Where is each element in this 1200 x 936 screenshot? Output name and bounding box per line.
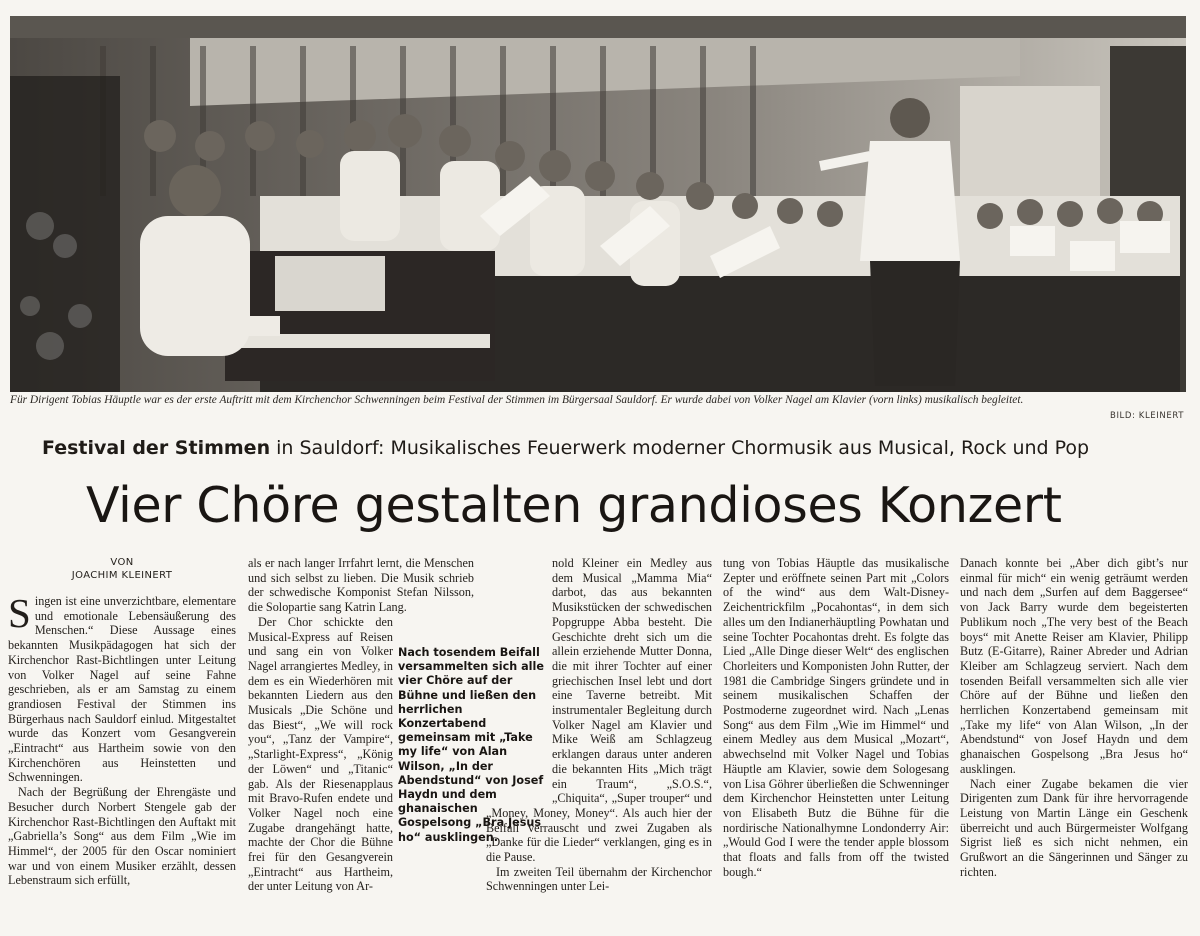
headline: Vier Chöre gestalten grandioses Konzert — [86, 477, 1062, 534]
paragraph — [8, 590, 236, 785]
pull-quote: Nach tosendem Beifall versammelten sich alle vier Chöre auf der Bühne und ließen den herrlichen Konzertabend gemeinsam mit „Take my life“ von Alan Wilson, „In der Abendstund“ von Josef Haydn und dem ghanaischen Gospelsong „Bra Jesus ho“ ausklingen. — [398, 646, 546, 845]
paragraph: Danach konnte bei „Aber dich gibt’s nur einmal für mich“ ein wenig geträumt werden und nach dem „Surfen auf dem Baggersee“ von Jack Barry wurde dem begeisterten Publikum noch „The very best of the Beach boys“ mit Anette Reiser am Klavier, Philipp Butz (E-Gitarre), Rainer Abreder und Adrian Kleiber am Schlagzeug serviert. Nach dem tosenden Beifall versammelten sich alle vier Chöre auf der Bühne und ließen den herrlichen Konzertabend gemeinsam mit „Take my life“ von Alan Wilson, „In der Abendstund“ von Josef Haydn und dem ghanaischen Gospelsong „Bra Jesus ho“ ausklingen. — [960, 556, 1188, 776]
article-column-5 — [960, 556, 1188, 930]
byline-von: VON — [110, 557, 134, 568]
byline-author: JOACHIM KLEINERT — [71, 570, 173, 581]
kicker-bold: Festival der Stimmen — [42, 437, 271, 459]
byline — [8, 556, 236, 582]
paragraph: Im zweiten Teil übernahm der Kirchenchor Schwenningen unter Lei- — [486, 864, 712, 894]
paragraph: Der Chor schickte den Musical-Express auf Reisen und sang ein von Volker Nagel arrangiertes Medley, in dem es ein Wiederhören mit bekannten Liedern aus den Musicals „Die Schöne und das Biest“, „We will rock you“, „Tanz der Vampire“, „Starlight-Express“, „König der Löwen“ und „Titanic“ gab. Als der Riesenapplaus mit Bravo-Rufen endete und Volker Nagel noch eine Zugabe drangehängt hatte, machte der Chor die Bühne frei für den Gesangverein „Eintracht“ aus Hartheim, der unter Leitung von Ar- — [248, 614, 393, 894]
drop-cap: S — [8, 590, 31, 636]
article-column-4 — [723, 556, 949, 930]
paragraph: tung von Tobias Häuptle das musikalische Zepter und eröffnete seinen Part mit „Colors of the wind“ aus dem Walt-Disney-Zeichentrickfilm „Pocahontas“, in dem sich alles um den Indianerhäuptling Powhatan und seine Tochter Pocahontas dreht. Es folgte das Lied „Alle Dinge dieser Welt“ des englischen Chorleiters und Komponisten John Rutter, der 1981 die Cambridge Singers gründete und in seinem musikalischen Schaffen der Postmoderne zugeordnet wird. Nach „Lenas Song“ aus dem Film „Wie im Himmel“ und einem Medley aus dem Musical „Mozart“, abwechselnd mit Volker Nagel und Tobias Häuptle am Klavier, sowie dem Sologesang von Lisa Göhrer überließen die Schwenninger dem Kirchenchor Heinstetten unter Leitung von Elisabeth Butz die Bühne für die nordirische Nationalhymne Londonderry Air: „Would God I were the tender apple blossom that floats and falls from off the twisted bough.“ — [723, 556, 949, 879]
photo-caption: Für Dirigent Tobias Häuptle war es der erste Auftritt mit dem Kirchenchor Schwenningen beim Festival der Stimmen im Bürgersaal Sauldorf. Er wurde dabei von Volker Nagel am Klavier (vorn links) musikalisch begleitet. — [10, 394, 1024, 406]
kicker — [42, 437, 1192, 459]
article-column-3 — [486, 556, 712, 930]
photo-credit: BILD: KLEINERT — [1110, 411, 1184, 421]
paragraph-text: ingen ist eine unverzichtbare, elementare und emotionale Lebensäußerung des Menschen.“ Diese Aussage eines bekannten Musikpädagogen hat sich der Kirchenchor Rast-Bichtlingen unter Leitung von Volker Nagel auf seine Fahne geschrieben, als er am Samstag zu einem grandiosen Festival der Stimmen ins Bürgerhaus nach Sauldorf einlud. Mitgestaltet wurde das Konzert vom Gesangverein „Eintracht“ aus Hartheim sowie von den Kirchenchören aus Heinstetten und Schwenningen. — [8, 594, 236, 785]
paragraph: Nach einer Zugabe bekamen die vier Dirigenten zum Dank für ihre hervorragende Leistung von Martin Länge ein Geschenk überreicht und auch Bürgermeister Wolfgang Sigrist ließ es sich nicht nehmen, ein Grußwort an die Sängerinnen und Sänger zu richten. — [960, 776, 1188, 879]
choir-photo — [10, 16, 1186, 392]
paragraph: als er nach langer Irrfahrt lernt, die Menschen und sich selbst zu lieben. Die Musik schrieb der schwedische Komponist Stefan Nilsson, die Solopartie sang Katrin Lang. — [248, 556, 474, 615]
paragraph: Nach der Begrüßung der Ehrengäste und Besucher durch Norbert Stengele gab der Kirchenchor Rast-Bichtlingen den Auftakt mit „Gabriella’s Song“ aus dem Film „Wie im Himmel“, der 2005 für den Oscar nominiert war und von einem Musiker erzählt, dessen Lebenstraum sich erfüllt, — [8, 785, 236, 888]
paragraph: nold Kleiner ein Medley aus dem Musical „Mamma Mia“ darbot, das aus bekannten Musikstücken der schwedischen Popgruppe Abba besteht. Die Geschichte dreht sich um die allein erziehende Mutter Donna, die mit ihrer Tochter auf einer griechischen Insel lebt und dort eine Taverne betreibt. Mit instrumentaler Begleitung durch Volker Nagel am Klavier und Mike Weiß am Schlagzeug erklangen daraus unter anderen die bekannten Hits „Mich trägt ein Traum“, „S.O.S.“, „Chiquita“, „Super trouper“ und „Money, Money, Money“. Als auch hier der Beifall verrauscht und zwei Zugaben als „Danke für die Lieder“ verklangen, ging es in die Pause. — [486, 556, 712, 865]
article-column-1 — [8, 556, 236, 930]
kicker-rest: in Sauldorf: Musikalisches Feuerwerk moderner Chormusik aus Musical, Rock und Pop — [270, 437, 1090, 459]
